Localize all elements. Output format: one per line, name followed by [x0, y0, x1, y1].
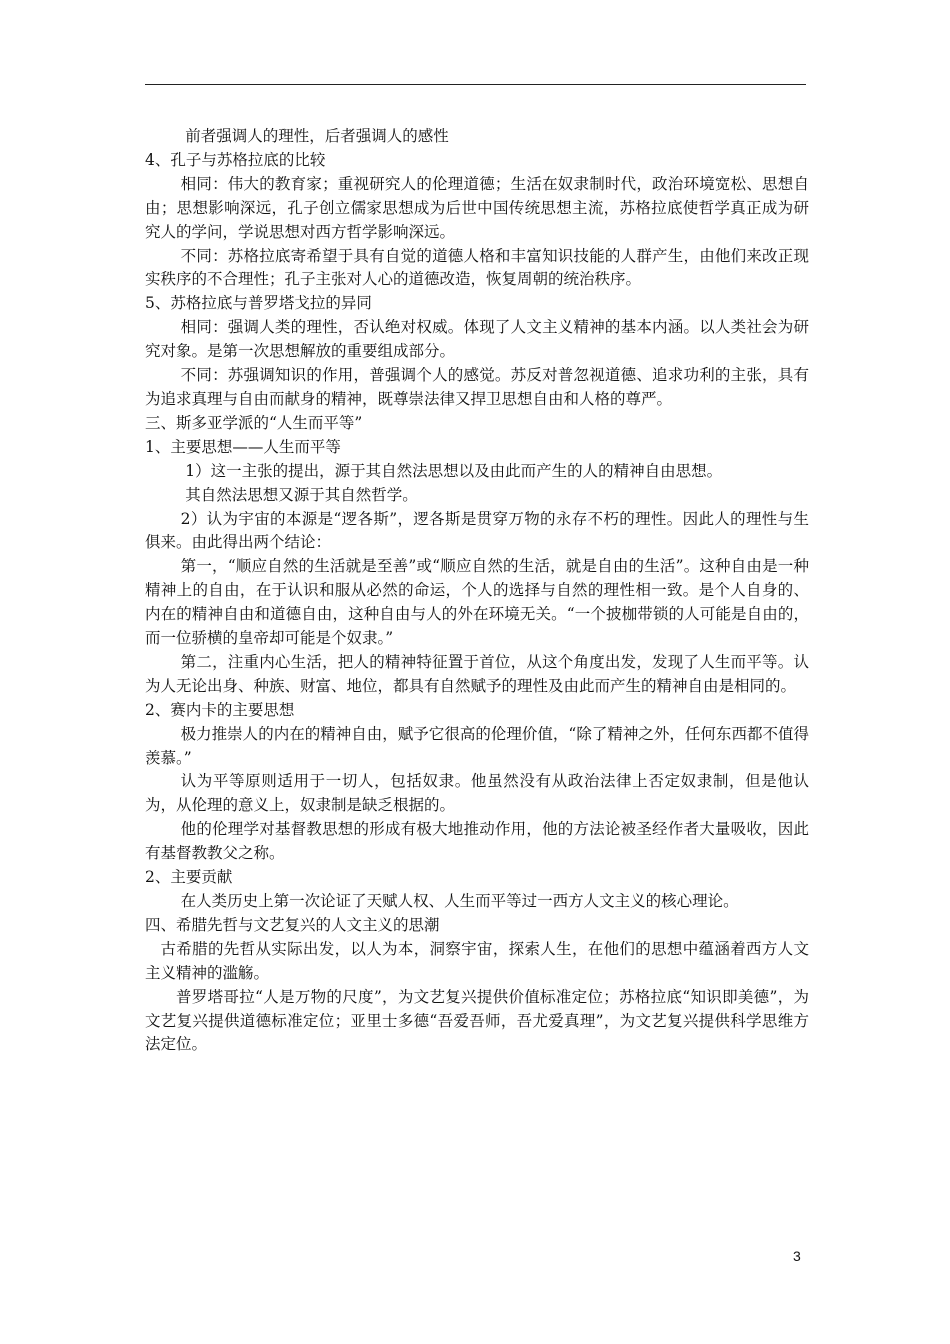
- paragraph: 古希腊的先哲从实际出发，以人为本，洞察宇宙，探索人生，在他们的思想中蕴涵着西方人文主义精神的滥觞。: [145, 939, 809, 982]
- paragraph: 他的伦理学对基督教思想的形成有极大地推动作用，他的方法论被圣经作者大量吸收，因此有基督教教父之称。: [145, 820, 809, 863]
- paragraph: 第一，“顺应自然的生活就是至善”或“顺应自然的生活，就是自由的生活”。这种自由是一种精神上的自由，在于认识和服从必然的命运，个人的选择与自然的理性相一致。是个人自身的、内在的精神自由和道德自由，这种自由与人的外在环境无关。“一个披枷带锁的人可能是自由的，而一位骄横的皇帝却可能是个奴隶。”: [145, 557, 809, 648]
- section-heading: 5、苏格拉底与普罗塔戈拉的异同: [145, 294, 372, 313]
- paragraph: 相同：强调人类的理性，否认绝对权威。体现了人文主义精神的基本内涵。以人类社会为研究对象。是第一次思想解放的重要组成部分。: [145, 318, 809, 361]
- paragraph: 在人类历史上第一次论证了天赋人权、人生而平等过一西方人文主义的核心理论。: [180, 892, 739, 910]
- paragraph: 第二，注重内心生活，把人的精神特征置于首位，从这个角度出发，发现了人生而平等。认为人无论出身、种族、财富、地位，都具有自然赋予的理性及由此而产生的精神自由是相同的。: [145, 652, 809, 695]
- section-heading: 4、孔子与苏格拉底的比较: [145, 150, 326, 169]
- paragraph: 认为平等原则适用于一切人，包括奴隶。他虽然没有从政治法律上否定奴隶制，但是他认为，从伦理的意义上，奴隶制是缺乏根据的。: [145, 772, 809, 815]
- paragraph: 1）这一主张的提出，源于其自然法思想以及由此而产生的人的精神自由思想。: [185, 461, 723, 480]
- section-heading: 2、主要贡献: [145, 868, 233, 887]
- paragraph: 其自然法思想又源于其自然哲学。: [185, 485, 418, 504]
- document-body: [145, 125, 809, 1057]
- section-heading: 2、赛内卡的主要思想: [145, 700, 295, 719]
- paragraph: 普罗塔哥拉“人是万物的尺度”，为文艺复兴提供价值标准定位；苏格拉底“知识即美德”，为文艺复兴提供道德标准定位；亚里士多德“吾爱吾师，吾尤爱真理”，为文艺复兴提供科学思维方法定位。: [145, 987, 809, 1054]
- page-number: 3: [793, 1248, 801, 1264]
- header-rule: [145, 84, 806, 85]
- paragraph: 相同：伟大的教育家；重视研究人的伦理道德；生活在奴隶制时代，政治环境宽松、思想自由；思想影响深远，孔子创立儒家思想成为后世中国传统思想主流，苏格拉底使哲学真正成为研究人的学问，学说思想对西方哲学影响深远。: [145, 174, 809, 241]
- section-heading: 1、主要思想——人生而平等: [145, 437, 341, 456]
- section-heading: 四、希腊先哲与文艺复兴的人文主义的思潮: [145, 915, 440, 934]
- paragraph: 极力推崇人的内在的精神自由，赋予它很高的伦理价值，“除了精神之外，任何东西都不值得羡慕。”: [145, 724, 809, 767]
- paragraph: 不同：苏格拉底寄希望于具有自觉的道德人格和丰富知识技能的人群产生，由他们来改正现实秩序的不合理性；孔子主张对人心的道德改造，恢复周朝的统治秩序。: [145, 246, 809, 289]
- section-heading: 三、斯多亚学派的“人生而平等”: [145, 413, 363, 432]
- paragraph: 前者强调人的理性，后者强调人的感性: [185, 127, 449, 145]
- paragraph: 2）认为宇宙的本源是“逻各斯”，逻各斯是贯穿万物的永存不朽的理性。因此人的理性与生俱来。由此得出两个结论：: [145, 509, 809, 552]
- paragraph: 不同：苏强调知识的作用，普强调个人的感觉。苏反对普忽视道德、追求功利的主张，具有为追求真理与自由而献身的精神，既尊崇法律又捍卫思想自由和人格的尊严。: [145, 366, 809, 408]
